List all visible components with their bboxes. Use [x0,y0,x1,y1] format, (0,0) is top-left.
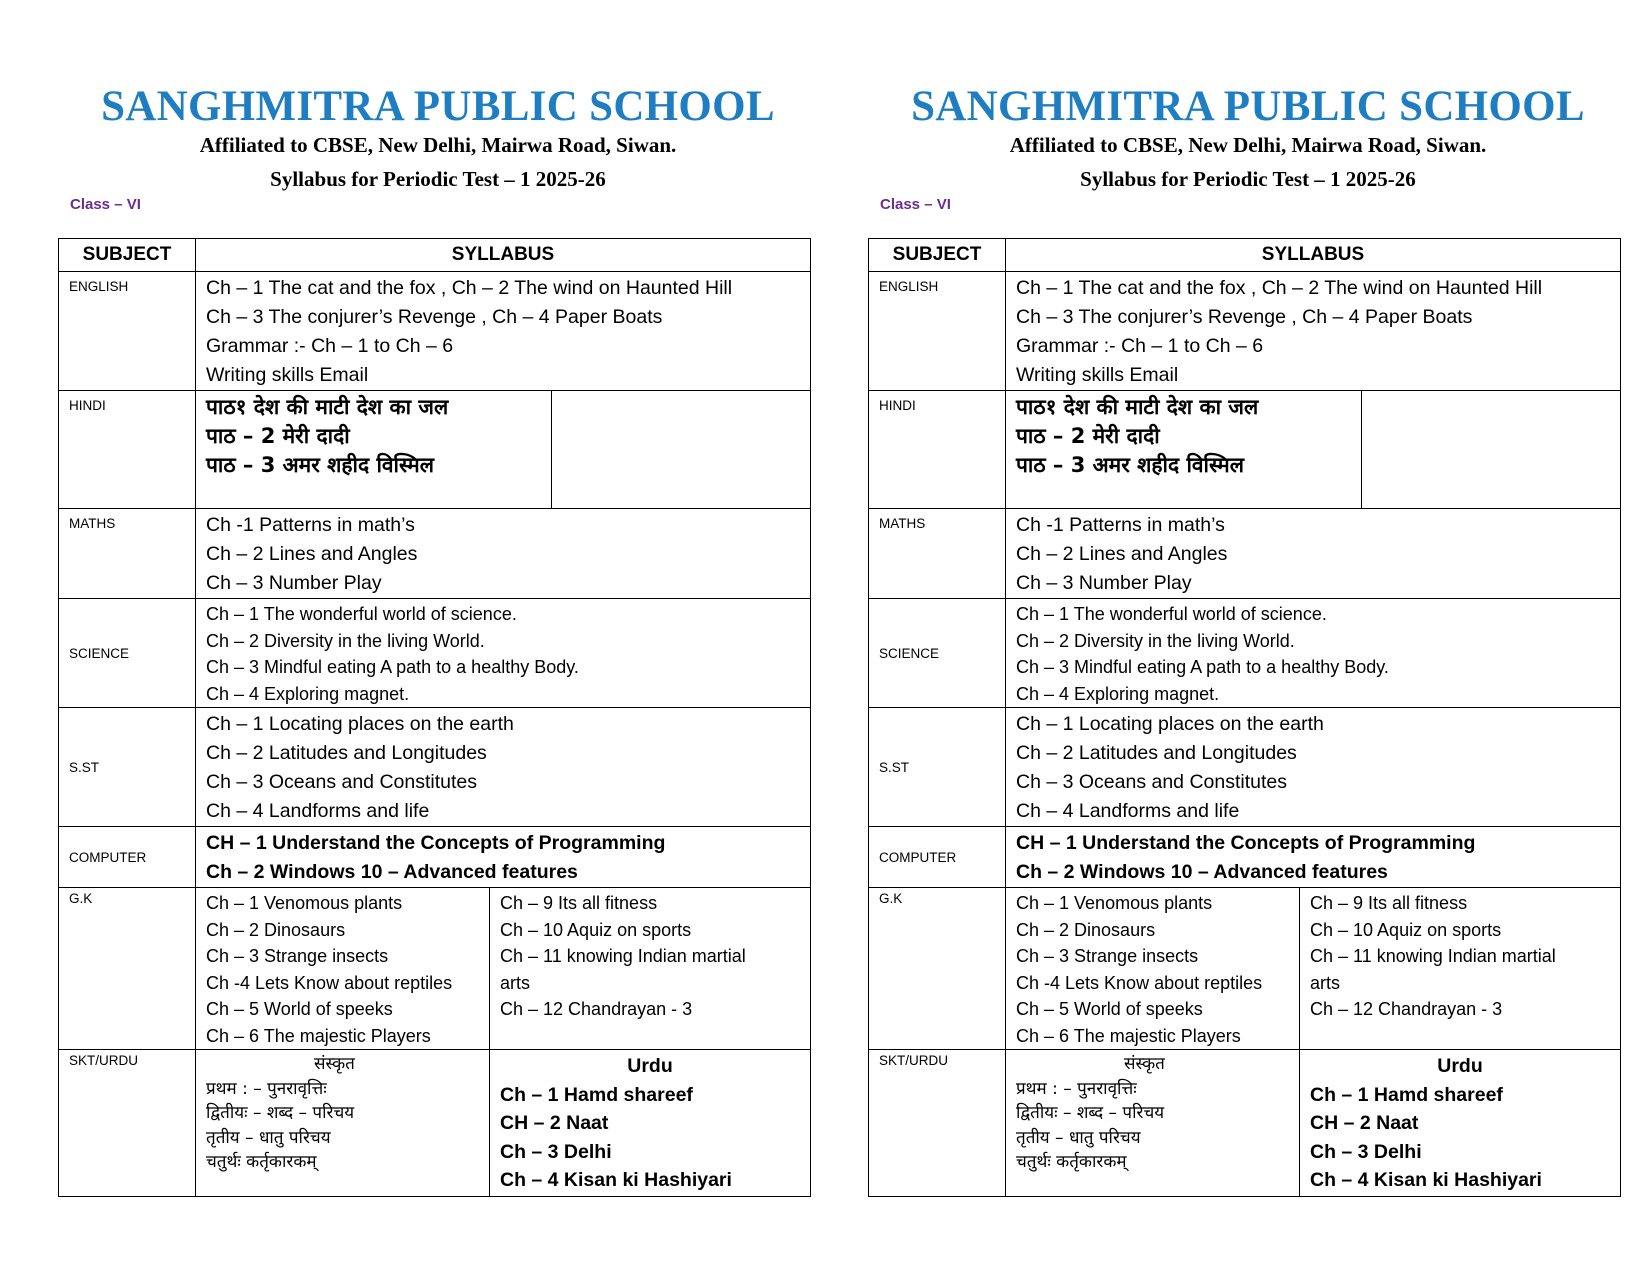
sanskrit-heading: संस्कृत [1124,1054,1165,1074]
gk-line: Ch – 6 The majestic Players [206,1025,431,1046]
hindi-line: पाठ – 3 अमर शहीद विस्मिल [1016,453,1244,477]
computer-line: CH – 1 Understand the Concepts of Programming [1016,832,1476,854]
gk-line: Ch – 9 Its all fitness [1310,893,1468,913]
school-name: SANGHMITRA PUBLIC SCHOOL [911,83,1585,130]
sanskrit-line: चतुर्थः कर्तृकारकम् [1016,1152,1127,1172]
sanskrit-line: चतुर्थः कर्तृकारकम् [206,1152,317,1172]
subject-sst: S.ST [59,708,196,827]
urdu-column [1300,1050,1621,1196]
gk-line: Ch – 11 knowing Indian martial [1310,946,1556,966]
english-syllabus [1006,272,1621,391]
sst-syllabus [1006,708,1621,827]
hindi-lines [1006,391,1362,508]
subject-computer: COMPUTER [59,827,196,888]
sst-line: Ch – 4 Landforms and life [1016,800,1240,822]
gk-syllabus [1006,888,1621,1050]
urdu-line: Ch – 1 Hamd shareef [1310,1083,1503,1106]
subject-science: SCIENCE [869,599,1006,708]
science-line: Ch – 3 Mindful eating A path to a healthy Body. [1016,657,1389,677]
gk-line: Ch – 9 Its all fitness [500,893,658,913]
syllabus-title: Syllabus for Periodic Test – 1 2025-26 [270,167,606,191]
gk-line: Ch – 11 knowing Indian martial [500,946,746,966]
subject-computer: COMPUTER [869,827,1006,888]
english-line: Writing skills Email [1016,364,1179,386]
computer-syllabus [196,827,811,888]
subject-skt-urdu: SKT/URDU [59,1050,196,1197]
gk-left-column [196,888,490,1049]
maths-line: Ch – 2 Lines and Angles [1016,543,1228,565]
sst-line: Ch – 2 Latitudes and Longitudes [206,742,487,764]
subject-english: ENGLISH [869,272,1006,391]
hindi-syllabus [1006,391,1621,509]
urdu-column [490,1050,811,1196]
maths-line: Ch -1 Patterns in math’s [1016,514,1225,536]
sanskrit-line: तृतीय – धातु परिचय [206,1127,331,1148]
sanskrit-line: द्वितीयः – शब्द – परिचय [206,1103,355,1123]
english-line: Ch – 1 The cat and the fox , Ch – 2 The wind on Haunted Hill [1016,277,1543,299]
subject-maths: MATHS [59,509,196,599]
sst-syllabus [196,708,811,827]
skt-urdu-syllabus [1006,1050,1621,1197]
gk-line: Ch – 1 Venomous plants [1016,893,1213,913]
hindi-line: पाठ – 3 अमर शहीद विस्मिल [206,453,434,477]
computer-line: CH – 1 Understand the Concepts of Programming [206,832,666,854]
maths-syllabus [196,509,811,599]
subject-gk: G.K [59,888,196,1050]
subject-header: SUBJECT [869,239,1006,272]
urdu-heading: Urdu [1437,1055,1483,1077]
gk-left-column [1006,888,1300,1049]
hindi-line: पाठ१ देश की माटी देश का जल [1016,395,1259,419]
gk-line: arts [500,972,531,993]
urdu-line: Ch – 3 Delhi [500,1140,612,1163]
computer-line: Ch – 2 Windows 10 – Advanced features [1016,861,1388,883]
gk-line: Ch – 10 Aquiz on sports [500,919,692,940]
gk-line: Ch – 2 Dinosaurs [1016,919,1156,940]
syllabus-title: Syllabus for Periodic Test – 1 2025-26 [1080,167,1416,191]
maths-syllabus [1006,509,1621,599]
urdu-line: Ch – 4 Kisan ki Hashiyari [1310,1169,1542,1191]
hindi-syllabus [196,391,811,509]
affiliation-line: Affiliated to CBSE, New Delhi, Mairwa Road, Siwan. [1009,133,1487,157]
maths-line: Ch -1 Patterns in math’s [206,514,415,536]
syllabus-table [868,238,1621,1197]
sanskrit-column [196,1050,490,1196]
subject-maths: MATHS [869,509,1006,599]
urdu-heading: Urdu [627,1055,673,1077]
science-line: Ch – 2 Diversity in the living World. [206,630,485,651]
gk-syllabus [196,888,811,1050]
gk-line: Ch – 5 World of speeks [1016,999,1203,1019]
gk-line: Ch – 3 Strange insects [206,946,389,966]
science-line: Ch – 4 Exploring magnet. [206,683,410,704]
maths-line: Ch – 2 Lines and Angles [206,543,418,565]
sst-line: Ch – 1 Locating places on the earth [1016,713,1324,735]
english-syllabus [196,272,811,391]
english-line: Grammar :- Ch – 1 to Ch – 6 [206,335,454,357]
english-line: Ch – 3 The conjurer’s Revenge , Ch – 4 Paper Boats [206,306,663,328]
subject-hindi: HINDI [869,391,1006,509]
urdu-line: Ch – 4 Kisan ki Hashiyari [500,1169,732,1191]
affiliation-line: Affiliated to CBSE, New Delhi, Mairwa Road, Siwan. [199,133,677,157]
sst-line: Ch – 3 Oceans and Constitutes [206,771,477,793]
maths-line: Ch – 3 Number Play [1016,572,1192,594]
syllabus-header: SYLLABUS [1006,239,1621,272]
science-line: Ch – 1 The wonderful world of science. [1016,604,1327,624]
hindi-empty-cell [552,391,811,508]
science-syllabus [1006,599,1621,708]
hindi-line: पाठ – 2 मेरी दादी [206,424,350,448]
school-name: SANGHMITRA PUBLIC SCHOOL [101,83,775,130]
syllabus-header: SYLLABUS [196,239,811,272]
subject-sst: S.ST [869,708,1006,827]
gk-line: Ch -4 Lets Know about reptiles [206,972,453,993]
subject-skt-urdu: SKT/URDU [869,1050,1006,1197]
subject-science: SCIENCE [59,599,196,708]
science-line: Ch – 4 Exploring magnet. [1016,683,1220,704]
urdu-line: CH – 2 Naat [1310,1112,1419,1134]
hindi-line: पाठ१ देश की माटी देश का जल [206,395,449,419]
class-label: Class – VI [70,196,141,213]
hindi-empty-cell [1362,391,1621,508]
subject-gk: G.K [869,888,1006,1050]
gk-line: Ch – 10 Aquiz on sports [1310,919,1502,940]
gk-line: Ch – 12 Chandrayan - 3 [500,999,693,1019]
gk-right-column [1300,888,1621,1049]
gk-line: Ch -4 Lets Know about reptiles [1016,972,1263,993]
computer-syllabus [1006,827,1621,888]
maths-line: Ch – 3 Number Play [206,572,382,594]
science-syllabus [196,599,811,708]
english-line: Ch – 3 The conjurer’s Revenge , Ch – 4 Paper Boats [1016,306,1473,328]
sanskrit-line: प्रथम : – पुनरावृत्तिः [1016,1078,1137,1099]
sanskrit-heading: संस्कृत [314,1054,355,1074]
gk-line: Ch – 2 Dinosaurs [206,919,346,940]
gk-line: Ch – 3 Strange insects [1016,946,1199,966]
english-line: Grammar :- Ch – 1 to Ch – 6 [1016,335,1264,357]
gk-line: Ch – 5 World of speeks [206,999,393,1019]
english-line: Writing skills Email [206,364,369,386]
sst-line: Ch – 2 Latitudes and Longitudes [1016,742,1297,764]
sanskrit-line: प्रथम : – पुनरावृत्तिः [206,1078,327,1099]
subject-header: SUBJECT [59,239,196,272]
urdu-line: CH – 2 Naat [500,1112,609,1134]
skt-urdu-syllabus [196,1050,811,1197]
science-line: Ch – 1 The wonderful world of science. [206,604,517,624]
hindi-lines [196,391,552,508]
gk-line: Ch – 12 Chandrayan - 3 [1310,999,1503,1019]
sanskrit-line: तृतीय – धातु परिचय [1016,1127,1141,1148]
syllabus-table [58,238,811,1197]
gk-right-column [490,888,811,1049]
sst-line: Ch – 4 Landforms and life [206,800,430,822]
science-line: Ch – 3 Mindful eating A path to a healthy Body. [206,657,579,677]
gk-line: Ch – 1 Venomous plants [206,893,403,913]
sanskrit-line: द्वितीयः – शब्द – परिचय [1016,1103,1165,1123]
computer-line: Ch – 2 Windows 10 – Advanced features [206,861,578,883]
urdu-line: Ch – 3 Delhi [1310,1140,1422,1163]
class-label: Class – VI [880,196,951,213]
subject-hindi: HINDI [59,391,196,509]
sst-line: Ch – 3 Oceans and Constitutes [1016,771,1287,793]
urdu-line: Ch – 1 Hamd shareef [500,1083,693,1106]
subject-english: ENGLISH [59,272,196,391]
gk-line: arts [1310,972,1341,993]
sanskrit-column [1006,1050,1300,1196]
hindi-line: पाठ – 2 मेरी दादी [1016,424,1160,448]
gk-line: Ch – 6 The majestic Players [1016,1025,1241,1046]
sst-line: Ch – 1 Locating places on the earth [206,713,514,735]
science-line: Ch – 2 Diversity in the living World. [1016,630,1295,651]
english-line: Ch – 1 The cat and the fox , Ch – 2 The wind on Haunted Hill [206,277,733,299]
